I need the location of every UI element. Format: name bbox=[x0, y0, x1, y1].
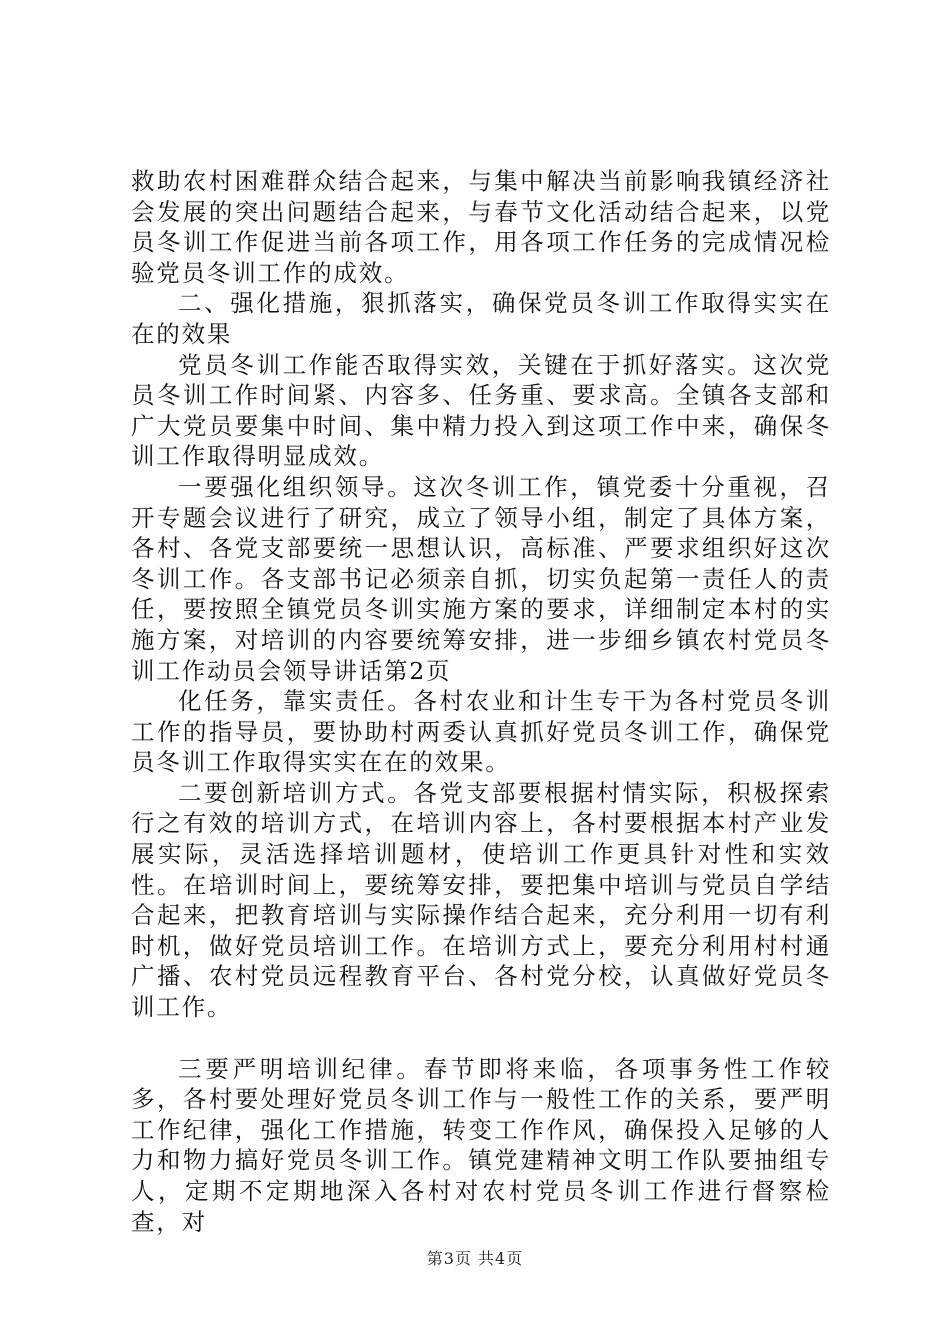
section-heading: 二、强化措施，狠抓落实，确保党员冬训工作取得实实在在的效果 bbox=[131, 289, 831, 348]
paragraph: 一要强化组织领导。这次冬训工作，镇党委十分重视，召开专题会议进行了研究，成立了领导小组，制定了具体方案，各村、各党支部要统一思想认识，高标准、严要求组织好这次冬训工作。各支部书记必须亲自抓，切实负起第一责任人的责任，要按照全镇党员冬训实施方案的要求，详细制定本村的实施方案，对培训的内容要统筹安排，进一步细乡镇农村党员冬训工作动员会领导讲话第2页 bbox=[131, 472, 831, 685]
paragraph-continuation: 救助农村困难群众结合起来，与集中解决当前影响我镇经济社会发展的突出问题结合起来，与春节文化活动结合起来，以党员冬训工作促进当前各项工作，用各项工作任务的完成情况检验党员冬训工作的成效。 bbox=[131, 167, 831, 287]
paragraph: 化任务，靠实责任。各村农业和计生专干为各村党员冬训工作的指导员，要协助村两委认真抓好党员冬训工作，确保党员冬训工作取得实实在在的效果。 bbox=[131, 687, 831, 777]
paragraph: 三要严明培训纪律。春节即将来临，各项事务性工作较多，各村要处理好党员冬训工作与一般性工作的关系，要严明工作纪律，强化工作措施，转变工作作风，确保投入足够的人力和物力搞好党员冬训工作。镇党建精神文明工作队要抽组专人，定期不定期地深入各村对农村党员冬训工作进行督察检查，对 bbox=[131, 1054, 831, 1236]
paragraph: 党员冬训工作能否取得实效，关键在于抓好落实。这次党员冬训工作时间紧、内容多、任务重、要求高。全镇各支部和广大党员要集中时间、集中精力投入到这项工作中来，确保冬训工作取得明显成效。 bbox=[131, 350, 831, 471]
page-footer: 第3页 共4页 bbox=[426, 1249, 524, 1268]
paragraph: 二要创新培训方式。各党支部要根据村情实际，积极探索行之有效的培训方式，在培训内容上，各村要根据本村产业发展实际，灵活选择培训题材，使培训工作更具针对性和实效性。在培训时间上，要统筹安排，要把集中培训与党员自学结合起来，把教育培训与实际操作结合起来，充分利用一切有利时机，做好党员培训工作。在培训方式上，要充分利用村村通广播、农村党员远程教育平台、各村党分校，认真做好党员冬训工作。 bbox=[131, 778, 831, 1022]
document-body bbox=[131, 166, 831, 1237]
